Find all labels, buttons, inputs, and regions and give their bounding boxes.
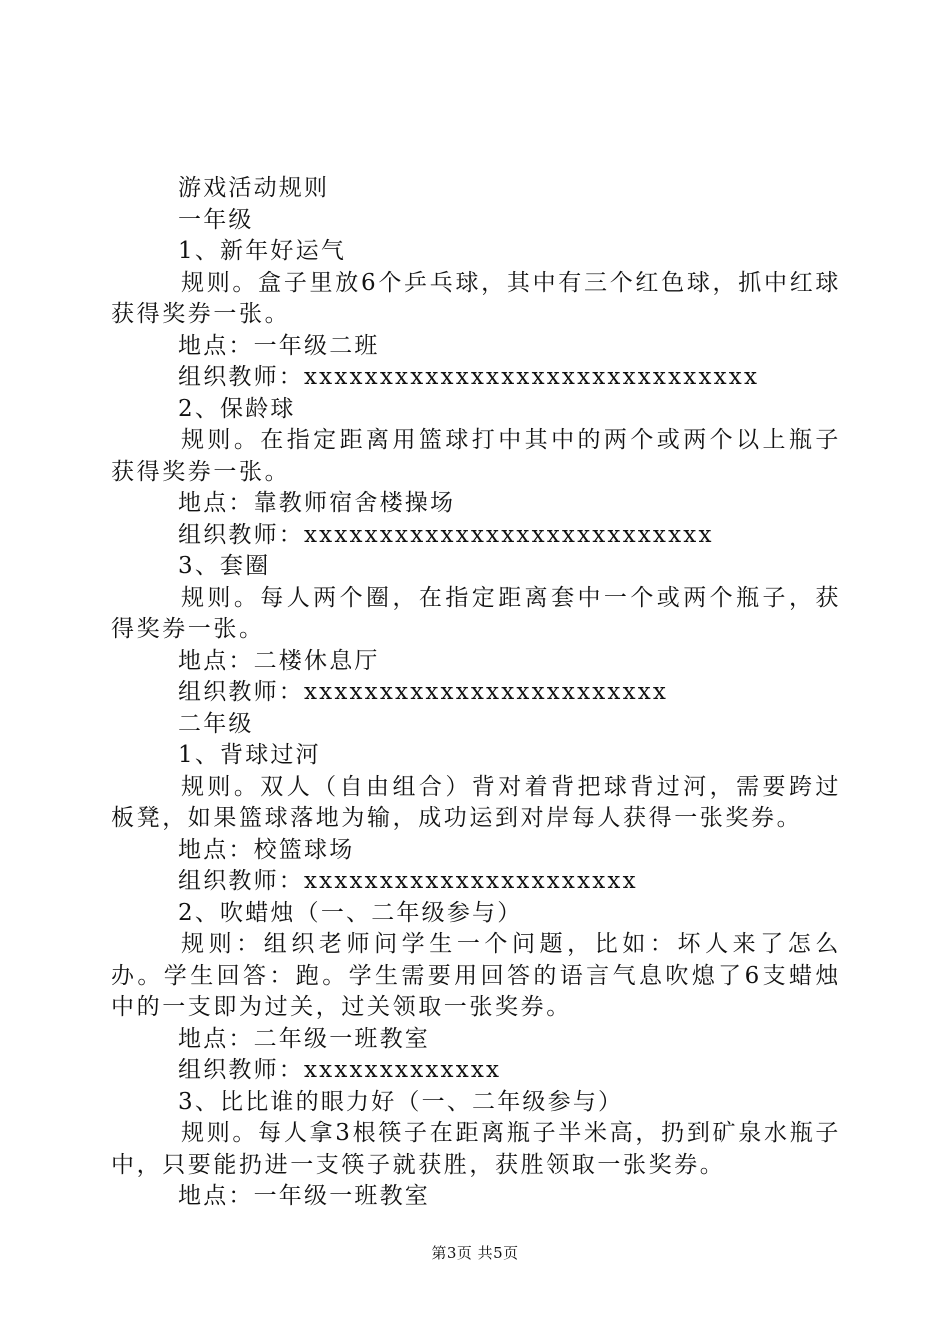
activity-rule: 规则。在指定距离用篮球打中其中的两个或两个以上瓶子获得奖券一张。 — [111, 427, 841, 485]
activity-organizer: 组织教师：xxxxxxxxxxxxxxxxxxxxxxxxxxx — [178, 521, 714, 548]
activity-location: 地点：二年级一班教室 — [178, 1025, 430, 1052]
grade-heading: 一年级 — [178, 206, 254, 233]
activity-rule: 规则：组织老师问学生一个问题，比如：坏人来了怎么办。学生回答：跑。学生需要用回答的语言气息吹熄了6支蜡烛中的一支即为过关，过关领取一张奖券。 — [111, 931, 841, 1020]
activity-organizer: 组织教师：xxxxxxxxxxxxxxxxxxxxxxxx — [178, 679, 669, 705]
activity-location: 地点：一年级一班教室 — [178, 1183, 430, 1209]
activity-location: 地点：二楼休息厅 — [178, 647, 380, 674]
activity-organizer: 组织教师：xxxxxxxxxxxxxxxxxxxxxx — [178, 868, 638, 894]
activity-title: 2、保龄球 — [178, 395, 296, 422]
page-number-footer: 第3页 共5页 — [431, 1244, 519, 1262]
grade-heading: 二年级 — [178, 710, 254, 737]
activity-title: 1、新年好运气 — [178, 238, 347, 264]
activity-rule: 规则。每人拿3根筷子在距离瓶子半米高，扔到矿泉水瓶子中，只要能扔进一支筷子就获胜，获胜领取一张奖券。 — [111, 1120, 841, 1178]
activity-location: 地点：一年级二班 — [178, 332, 380, 359]
activity-rule: 规则。每人两个圈，在指定距离套中一个或两个瓶子，获得奖券一张。 — [111, 584, 841, 642]
document-body — [111, 173, 841, 1213]
activity-title: 1、背球过河 — [178, 742, 321, 768]
activity-location: 地点：校篮球场 — [178, 836, 355, 863]
document-title: 游戏活动规则 — [178, 175, 330, 201]
activity-title: 3、套圈 — [178, 553, 271, 579]
activity-organizer: 组织教师：xxxxxxxxxxxxxxxxxxxxxxxxxxxxxx — [178, 364, 760, 390]
activity-title: 2、吹蜡烛（一、二年级参与） — [178, 899, 523, 926]
activity-rule: 规则。双人（自由组合）背对着背把球背过河，需要跨过板凳，如果篮球落地为输，成功运到对岸每人获得一张奖券。 — [111, 773, 841, 831]
activity-title: 3、比比谁的眼力好（一、二年级参与） — [178, 1088, 624, 1115]
activity-location: 地点：靠教师宿舍楼操场 — [178, 490, 456, 516]
activity-organizer: 组织教师：xxxxxxxxxxxxx — [178, 1057, 502, 1083]
activity-rule: 规则。盒子里放6个乒乓球，其中有三个红色球，抓中红球获得奖券一张。 — [111, 269, 841, 327]
